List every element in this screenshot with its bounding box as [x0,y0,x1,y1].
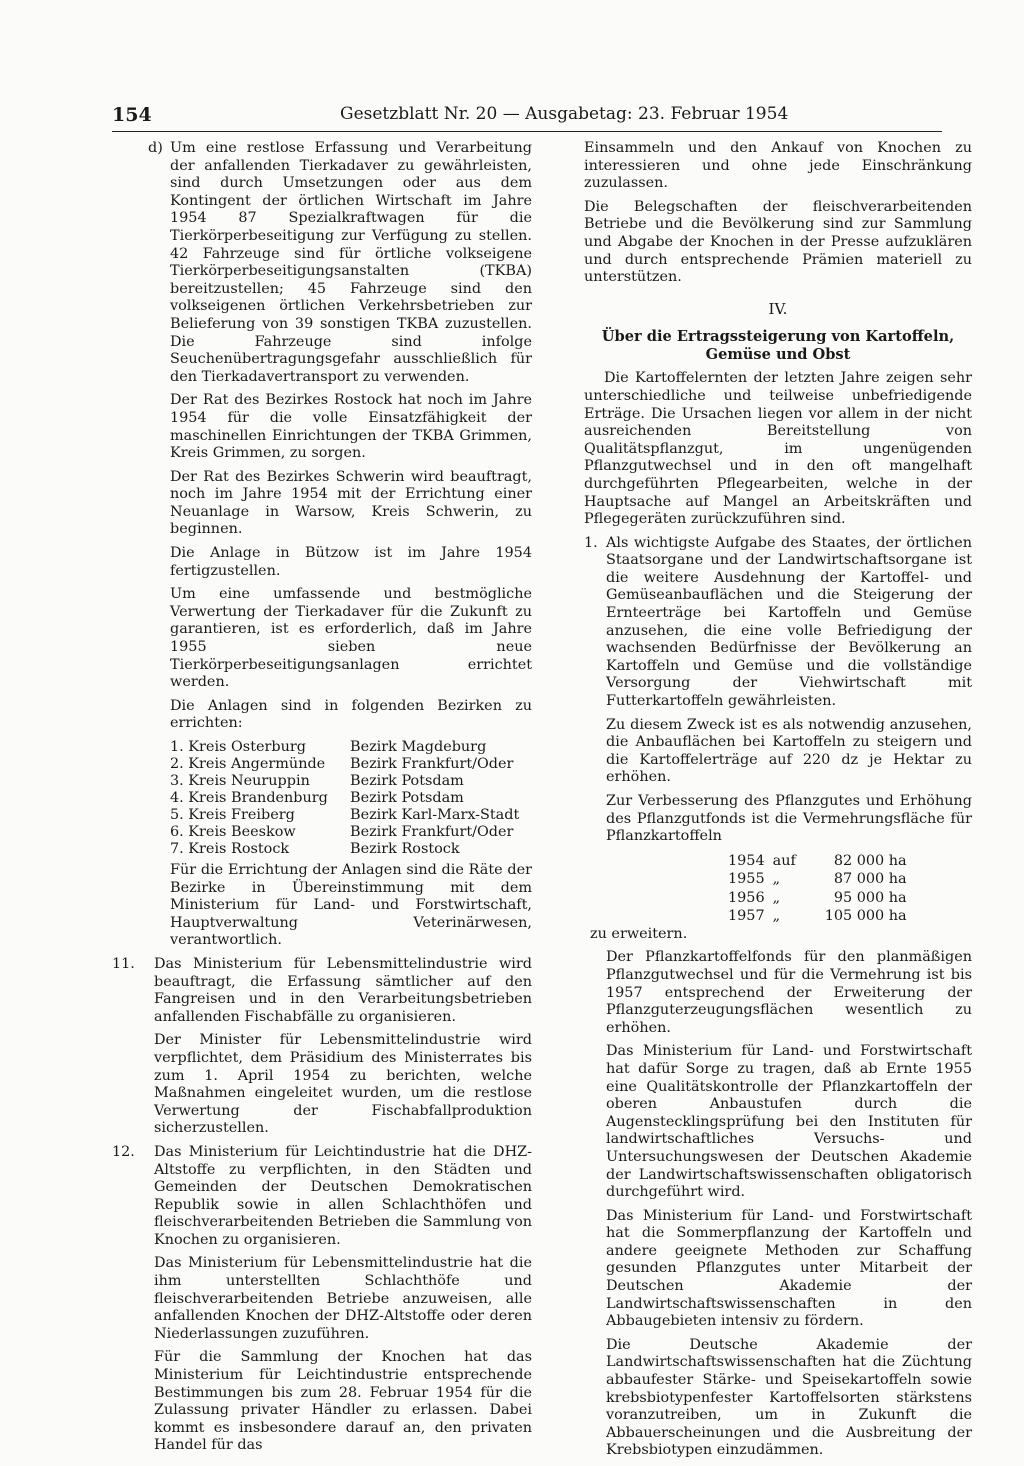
table-row [170,841,519,858]
section-11 [112,956,532,1138]
paragraph: Zur Verbesserung des Pflanzgutes und Erhöhung des Pflanzgutfonds ist die Vermehrungsfläche für Pflanzkartoffeln [606,793,972,845]
header-rule [112,131,942,132]
right-column [584,140,972,1466]
page-title: Gesetzblatt Nr. 20 — Ausgabetag: 23. Februar 1954 [340,104,789,124]
bezirk-cell: Bezirk Rostock [350,841,460,857]
paragraph: Zu diesem Zweck ist es als notwendig anzusehen, die Anbauflächen bei Kartoffeln zu steigern und die Kartoffelerträge auf 220 dz je Hektar zu erhöhen. [606,716,972,786]
year-cell: 1954 [728,852,765,869]
paragraph: Das Ministerium für Land- und Forstwirtschaft hat dafür Sorge zu tragen, daß ab Ernte 1955 eine Qualitätskontrolle der Pflanzkartoffeln der oberen Anbaustufen durch die Augenstecklingsprüfung bei den Instituten für landwirtschaftliches Versuchs- und Untersuchungswesen der Deutschen Akademie der Landwirtschaftswissenschaften obligatorisch durchgeführt wird. [606,1043,972,1201]
page-header [112,104,812,130]
bezirk-cell: Bezirk Frankfurt/Oder [350,824,514,840]
page-number: 154 [112,104,152,126]
connector-cell: „ [772,889,781,906]
kreis-cell: 3. Kreis Neuruppin [170,773,310,789]
paragraph: Um eine umfassende und bestmögliche Verwertung der Tierkadaver für die Zukunft zu garantieren, ist es erforderlich, daß im Jahre 1955 sieben neue Tierkörperbeseitigungsanlagen errichtet werden. [170,586,532,691]
year-cell: 1955 [728,871,765,888]
bezirk-cell: Bezirk Karl-Marx-Stadt [350,807,520,823]
item-label: d) [148,140,163,156]
section-title [584,328,972,364]
paragraph: Der Rat des Bezirkes Schwerin wird beauftragt, noch im Jahre 1954 mit der Errichtung einer Neuanlage in Warsow, Kreis Schwerin, zu beginnen. [170,468,532,538]
section-title-line: Gemüse und Obst [705,346,851,364]
paragraph: Für die Sammlung der Knochen hat das Ministerium für Leichtindustrie entsprechende Bestimmungen bis zum 28. Februar 1954 für die Zulassung privater Händler zu erlassen. Dabei kommt es insbesondere darauf an, den privaten Handel für das [154,1349,532,1454]
paragraph: Die Belegschaften der fleischverarbeitenden Betriebe und die Bevölkerung sind zur Sammlung und Abgabe der Knochen in der Presse aufzuklären und durch entsprechende Prämien materiell zu unterstützen. [584,198,972,286]
paragraph: Das Ministerium für Land- und Forstwirtschaft hat die Sommerpflanzung der Kartoffeln und andere geeignete Methoden zur Schaffung gesunden Pflanzgutes unter Mitarbeit der Deutschen Akademie der Landwirtschaftswissenschaften in den Abbaugebieten intensiv zu fördern. [606,1207,972,1330]
table-row [170,807,519,824]
item-label: 1. [584,534,598,551]
table-row [170,739,519,756]
section-1 [584,535,972,1460]
paragraph: Die Deutsche Akademie der Landwirtschaftswissenschaften hat die Züchtung abbaufester Stärke- und Speisekartoffeln sowie krebsbiotypenfester Kartoffelsorten stärkstens voranzutreiben, um in Zukunft die Abbauerscheinungen und die Ausbreitung der Krebsbiotypen einzudämmen. [606,1336,972,1459]
connector-cell: auf [772,852,796,869]
connector-cell: „ [772,908,781,925]
bezirk-cell: Bezirk Potsdam [350,773,464,789]
section-12 [112,1144,532,1455]
table-row [724,852,911,871]
paragraph: Der Rat des Bezirkes Rostock hat noch im Jahre 1954 für die volle Einsatzfähigkeit der maschinellen Einrichtungen der TKBA Grimmen, Kreis Grimmen, zu sorgen. [170,392,532,462]
paragraph: zu erweitern. [590,925,688,942]
paragraph: Die Anlage in Bützow ist im Jahre 1954 fertigzustellen. [170,545,532,579]
table-row [724,907,911,926]
paragraph: Einsammeln und den Ankauf von Knochen zu interessieren und ohne jede Einschränkung zuzulassen. [584,140,972,192]
item-label: 11. [112,955,135,972]
item-label: 12. [112,1143,135,1160]
section-title-line: Über die Ertragssteigerung von Kartoffeln, [601,328,955,346]
paragraph: Als wichtigste Aufgabe des Staates, der örtlichen Staatsorgane und der Landwirtschaftsorgane ist die weitere Ausdehnung der Kartoffel- und Gemüseanbauflächen und die Steigerung der Ernteerträge bei Kartoffeln und Gemüse anzusehen, die eine volle Befriedigung der wachsenden Bedürfnisse der Bevölkerung an Kartoffeln und Gemüse und die vollständige Versorgung der Viehwirtschaft mit Futterkartoffeln gewährleisten. [606,534,972,710]
paragraph: Der Minister für Lebensmittelindustrie wird verpflichtet, dem Präsidium des Ministerrates bis zum 1. April 1954 zu berichten, welche Maßnahmen eingeleitet wurden, um die restlose Verwertung der Fischabfallproduktion sicherzustellen. [154,1032,532,1137]
value-cell: 82 000 ha [833,852,907,869]
paragraph: Für die Errichtung der Anlagen sind die Räte der Bezirke in Übereinstimmung mit dem Ministerium für Land- und Forstwirtschaft, Hauptverwaltung Veterinärwesen, verantwortlich. [170,862,532,949]
paragraph: Das Ministerium für Lebensmittelindustrie hat die ihm unterstellten Schlachthöfe und fleischverarbeitenden Betriebe anzuweisen, alle anfallenden Knochen der DHZ-Altstoffe oder deren Niederlassungen zuzuführen. [154,1255,532,1342]
paragraph: Das Ministerium für Lebensmittelindustrie wird beauftragt, die Erfassung sämtlicher auf den Fangreisen und in den Verarbeitungsbetrieben anfallenden Fischabfälle zu organisieren. [154,955,532,1025]
paragraph: Die Kartoffelernten der letzten Jahre zeigen sehr unterschiedliche und teilweise unbefriedigende Erträge. Die Ursachen liegen vor allem in der nicht ausreichenden Bereitstellung von Qualitätspflanzgut, im ungenügenden Pflanzgutwechsel und in den oft mangelhaft durchgeführten Pflegearbeiten, welche in der Hauptsache auf Mangel an Arbeitskräften und Pflegegeräten zurückzuführen sind. [584,370,972,528]
kreis-cell: 2. Kreis Angermünde [170,756,326,772]
bezirk-cell: Bezirk Potsdam [350,790,464,806]
table-row [724,870,911,889]
bezirke-table [170,739,519,858]
kreis-cell: 1. Kreis Osterburg [170,739,306,755]
kreis-cell: 6. Kreis Beeskow [170,824,296,840]
kreis-cell: 5. Kreis Freiberg [170,807,295,823]
paragraph: Um eine restlose Erfassung und Verarbeitung der anfallenden Tierkadaver zu gewährleisten, sind durch Umsetzungen oder aus dem Kontingent der örtlichen Wirtschaft im Jahre 1954 87 Spezialkraftwagen für die Tierkörperbeseitigung zur Verfügung zu stellen. 42 Fahrzeuge sind für örtliche volkseigene Tierkörperbeseitigungsanstalten (TKBA) bereitzustellen; 45 Fahrzeuge sind den volkseigenen örtlichen Verkehrsbetrieben zur Belieferung von 39 sonstigen TKBA zuzustellen. Die Fahrzeuge sind infolge Seuchenübertragungsgefahr ausschließlich für den Tierkadavertransport zu verwenden. [170,140,532,385]
year-cell: 1956 [728,889,765,906]
table-row [170,773,519,790]
bezirk-cell: Bezirk Frankfurt/Oder [350,756,514,772]
connector-cell: „ [772,871,781,888]
value-cell: 87 000 ha [833,871,907,888]
table-row [170,790,519,807]
paragraph: Die Anlagen sind in folgenden Bezirken zu errichten: [170,697,532,732]
table-row [724,889,911,908]
section-d [148,140,532,950]
table-row [170,756,519,773]
kreis-cell: 7. Kreis Rostock [170,841,290,857]
value-cell: 95 000 ha [833,889,907,906]
left-column [112,140,532,1461]
hectare-table [724,852,911,926]
section-number: IV. [768,299,788,318]
table-row [170,824,519,841]
value-cell: 105 000 ha [824,908,907,925]
kreis-cell: 4. Kreis Brandenburg [170,790,328,806]
year-cell: 1957 [728,908,765,925]
paragraph: Der Pflanzkartoffelfonds für den planmäßigen Pflanzgutwechsel und für die Vermehrung ist bis 1957 entsprechend der Erweiterung der Pflanzguterzeugungsflächen wesentlich zu erhöhen. [606,949,972,1036]
paragraph: Das Ministerium für Leichtindustrie hat die DHZ-Altstoffe zu verpflichten, in den Städten und Gemeinden der Deutschen Demokratischen Republik sowie in allen Schlachthöfen und fleischverarbeitenden Betrieben die Sammlung von Knochen zu organisieren. [154,1143,532,1248]
bezirk-cell: Bezirk Magdeburg [350,739,487,755]
